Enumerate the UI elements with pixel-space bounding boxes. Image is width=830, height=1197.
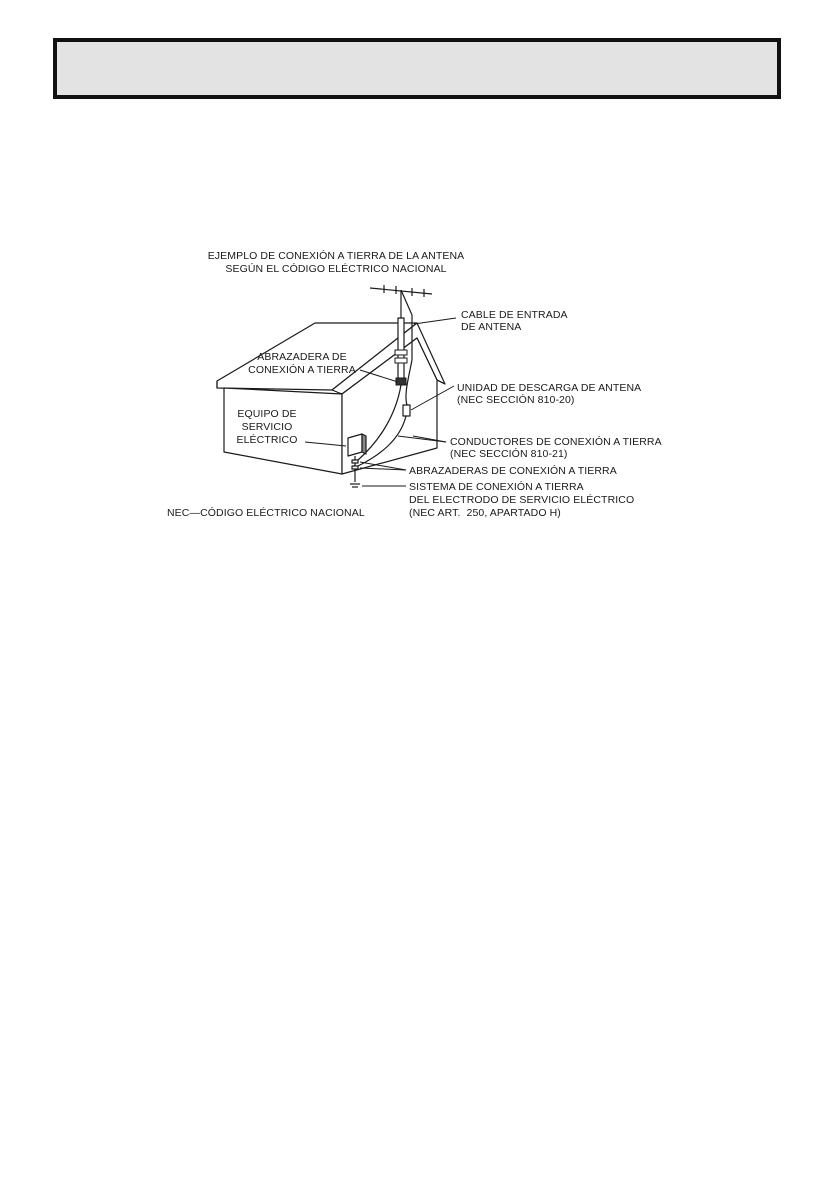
label-equipment-line1: EQUIPO DE [237, 408, 297, 420]
diagram-title-line2: SEGÚN EL CÓDIGO ELÉCTRICO NACIONAL [225, 263, 447, 275]
label-cable-line2: DE ANTENA [461, 321, 522, 333]
label-electrode-line2: DEL ELECTRODO DE SERVICIO ELÉCTRICO [409, 494, 635, 506]
label-electrode-line1: SISTEMA DE CONEXIÓN A TIERRA [409, 481, 584, 493]
label-clamp-line1: ABRAZADERA DE [257, 351, 347, 363]
house-illustration [217, 323, 445, 474]
diagram-title-line1: EJEMPLO DE CONEXIÓN A TIERRA DE LA ANTENA [207, 250, 465, 262]
label-cable-line1: CABLE DE ENTRADA [461, 309, 568, 321]
label-equipment-line3: ELÉCTRICO [236, 434, 298, 446]
label-discharge-line2: (NEC SECCIÓN 810-20) [457, 394, 575, 406]
label-electrode-line3: (NEC ART. 250, APARTADO H) [409, 507, 561, 519]
label-conductors-line1: CONDUCTORES DE CONEXIÓN A TIERRA [450, 436, 662, 448]
label-equipment-line2: SERVICIO [241, 421, 293, 433]
label-clamp-line2: CONEXIÓN A TIERRA [248, 364, 356, 376]
label-clamps: ABRAZADERAS DE CONEXIÓN A TIERRA [409, 465, 617, 477]
nec-footnote: NEC—CÓDIGO ELÉCTRICO NACIONAL [167, 507, 365, 519]
label-conductors-line2: (NEC SECCIÓN 810-21) [450, 448, 568, 460]
discharge-unit [403, 405, 410, 416]
label-discharge-line1: UNIDAD DE DESCARGA DE ANTENA [457, 382, 642, 394]
